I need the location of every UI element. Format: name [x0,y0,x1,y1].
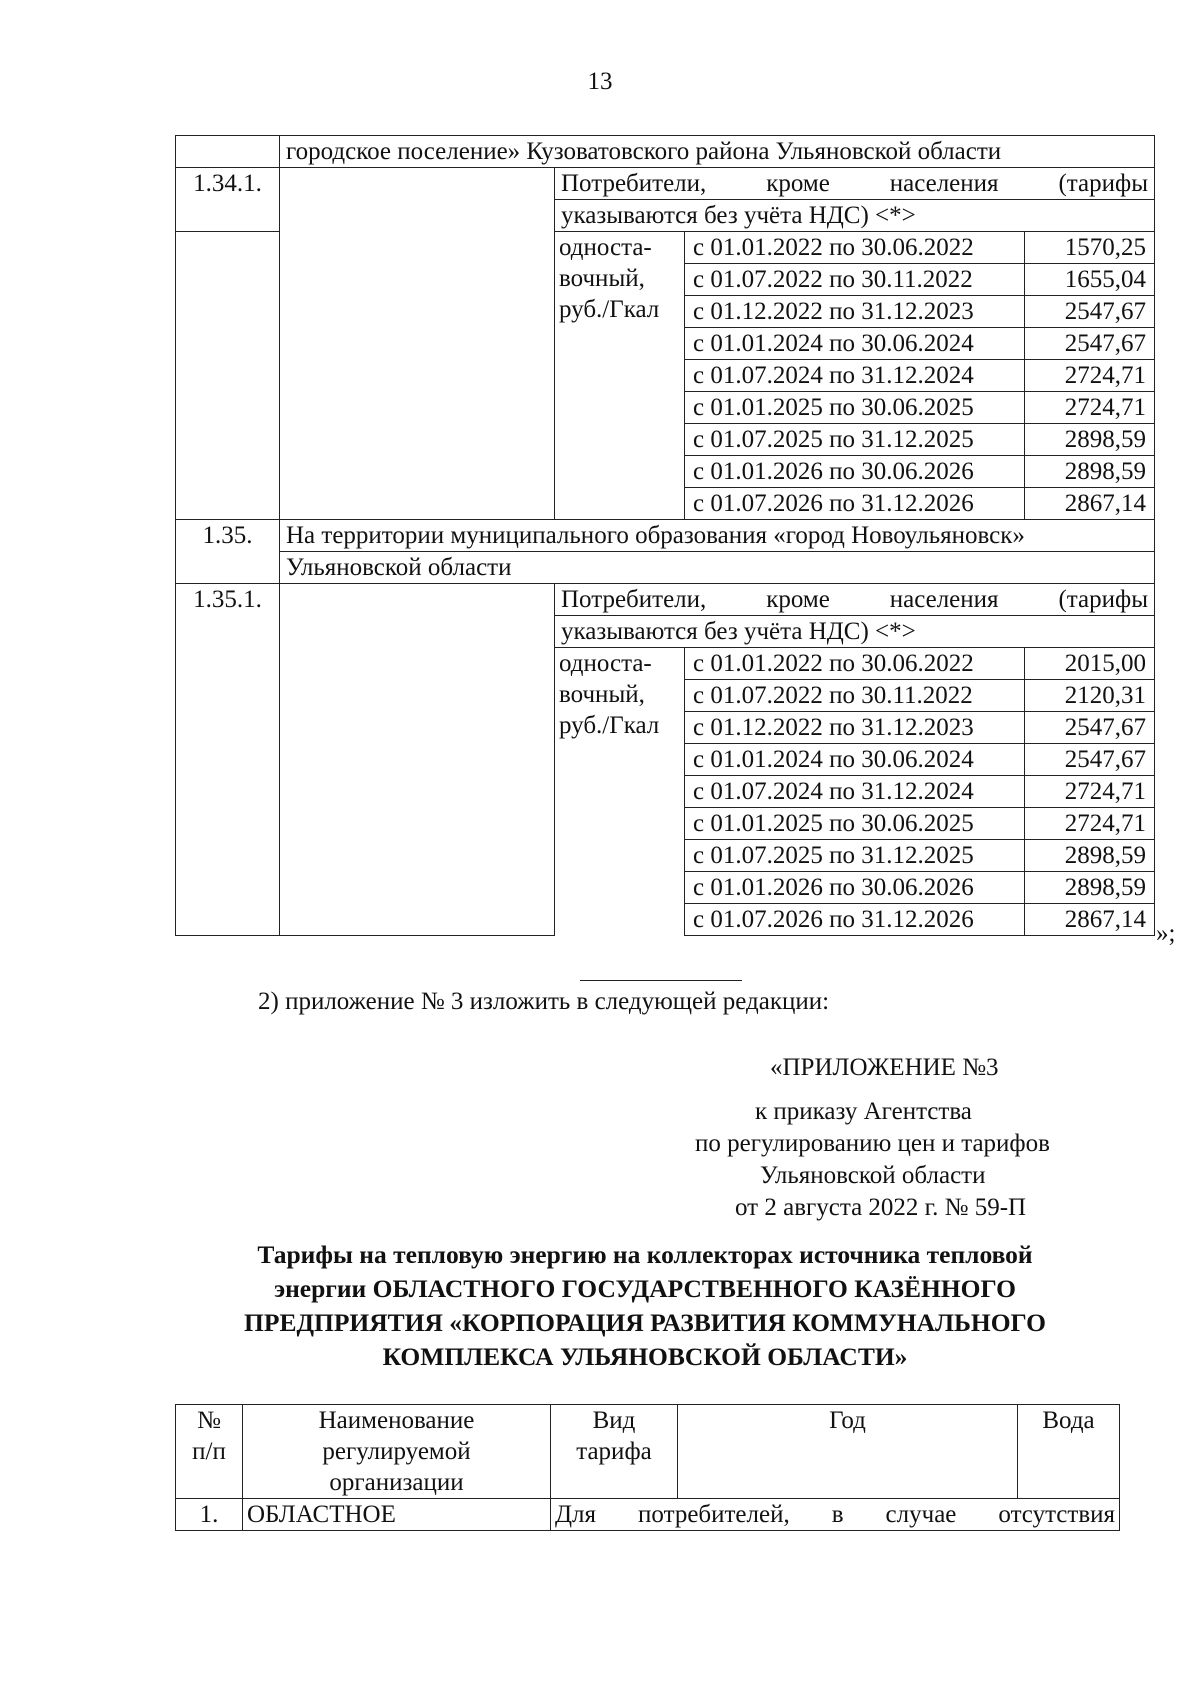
tariff-type-cell [555,232,685,520]
table-row [176,520,1155,552]
appendix-line: по регулированию цен и тарифов [695,1130,1050,1157]
value-cell: 1570,25 [1025,232,1155,264]
organization-cell: ОБЛАСТНОЕ [243,1499,551,1531]
appendix-line: к приказу Агентства [755,1098,972,1125]
separator-line [580,980,742,981]
table-row [176,1499,1120,1531]
value-cell: 2547,67 [1025,328,1155,360]
consumers-line: Потребители, кроме населения (тарифы [561,170,1148,197]
tariff-type-line: руб./Гкал [559,296,660,323]
title-line: энергии ОБЛАСТНОГО ГОСУДАРСТВЕННОГО КАЗЁННОГО [274,1274,1016,1303]
appendix-line: Ульяновской области [760,1162,986,1189]
table-row [176,552,1155,584]
tariff-type-line: вочный, [559,681,645,708]
header-line: организации [329,1469,464,1496]
consumers-cell [555,584,1155,616]
row-number-cell: 1.34.1. [176,168,280,232]
header-line: п/п [192,1438,226,1465]
page-number: 13 [587,68,613,95]
empty-cell [280,168,555,520]
period-cell: с 01.07.2024 по 31.12.2024 [685,360,1025,392]
value-cell: 2898,59 [1025,840,1155,872]
period-cell: с 01.07.2022 по 30.11.2022 [685,680,1025,712]
consumers-cell: Для потребителей, в случае отсутствия [551,1499,1120,1531]
value-cell: 1655,04 [1025,264,1155,296]
value-cell: 2724,71 [1025,360,1155,392]
header-line: регулируемой [322,1438,471,1465]
row-number-cell: 1. [176,1499,243,1531]
period-cell: с 01.12.2022 по 31.12.2023 [685,296,1025,328]
header-line: тарифа [576,1438,652,1465]
appendix-heading: «ПРИЛОЖЕНИЕ №3 [770,1054,999,1081]
tariff-type-line: односта- [559,650,652,677]
closing-quote: »; [1156,920,1176,947]
empty-cell [280,584,555,936]
section-title-cell: Ульяновской области [280,552,1155,584]
header-name [243,1405,551,1499]
consumers-cell: указываются без учёта НДС) <*> [555,200,1155,232]
period-cell: с 01.01.2025 по 30.06.2025 [685,392,1025,424]
row-number-cell [176,136,280,168]
table-row [176,168,1155,200]
value-cell: 2015,00 [1025,648,1155,680]
document-title [200,1238,1090,1374]
row-number-cell: 1.35. [176,520,280,584]
header-num [176,1405,243,1499]
period-cell: с 01.07.2024 по 31.12.2024 [685,776,1025,808]
table-header-row [176,1405,1120,1499]
value-cell: 2898,59 [1025,456,1155,488]
value-cell: 2724,71 [1025,776,1155,808]
period-cell: с 01.01.2022 по 30.06.2022 [685,648,1025,680]
header-line: № [197,1407,221,1434]
tariff-table-continued [175,135,1155,936]
tariff-type-line: вочный, [559,265,645,292]
period-cell: с 01.07.2026 по 31.12.2026 [685,904,1025,936]
header-year: Год [678,1405,1018,1499]
appendix-line: от 2 августа 2022 г. № 59-П [735,1194,1027,1221]
period-cell: с 01.01.2024 по 30.06.2024 [685,744,1025,776]
table-row [176,136,1155,168]
row-number-cell: 1.35.1. [176,584,280,936]
value-cell: 2547,67 [1025,712,1155,744]
tariff-type-cell [555,648,685,936]
header-type [551,1405,678,1499]
tariff-type-line: односта- [559,234,652,261]
period-cell: с 01.01.2026 по 30.06.2026 [685,456,1025,488]
period-cell: с 01.07.2026 по 31.12.2026 [685,488,1025,520]
value-cell: 2898,59 [1025,424,1155,456]
title-line: КОМПЛЕКСА УЛЬЯНОВСКОЙ ОБЛАСТИ» [382,1342,908,1371]
value-cell: 2547,67 [1025,296,1155,328]
section-title-cell: городское поселение» Кузоватовского района Ульяновской области [280,136,1155,168]
row-number-cell [176,232,280,520]
header-line: Наименование [318,1407,475,1434]
title-line: ПРЕДПРИЯТИЯ «КОРПОРАЦИЯ РАЗВИТИЯ КОММУНАЛЬНОГО [244,1308,1046,1337]
consumers-line: Потребители, кроме населения (тарифы [561,586,1148,613]
period-cell: с 01.07.2025 по 31.12.2025 [685,424,1025,456]
paragraph-2: 2) приложение № 3 изложить в следующей редакции: [258,988,830,1015]
value-cell: 2547,67 [1025,744,1155,776]
tariff-table-appendix [175,1404,1120,1531]
period-cell: с 01.12.2022 по 31.12.2023 [685,712,1025,744]
period-cell: с 01.07.2025 по 31.12.2025 [685,840,1025,872]
value-cell: 2867,14 [1025,488,1155,520]
period-cell: с 01.01.2022 по 30.06.2022 [685,232,1025,264]
consumers-cell [555,168,1155,200]
value-cell: 2724,71 [1025,392,1155,424]
value-cell: 2120,31 [1025,680,1155,712]
value-cell: 2724,71 [1025,808,1155,840]
title-line: Тарифы на тепловую энергию на коллекторах источника тепловой [257,1240,1033,1269]
table-row [176,584,1155,616]
period-cell: с 01.01.2025 по 30.06.2025 [685,808,1025,840]
header-water: Вода [1018,1405,1120,1499]
period-cell: с 01.01.2024 по 30.06.2024 [685,328,1025,360]
period-cell: с 01.07.2022 по 30.11.2022 [685,264,1025,296]
value-cell: 2867,14 [1025,904,1155,936]
consumers-cell: указываются без учёта НДС) <*> [555,616,1155,648]
value-cell: 2898,59 [1025,872,1155,904]
header-line: Вид [592,1407,636,1434]
tariff-type-line: руб./Гкал [559,712,660,739]
period-cell: с 01.01.2026 по 30.06.2026 [685,872,1025,904]
section-title-cell: На территории муниципального образования «город Новоульяновск» [280,520,1155,552]
